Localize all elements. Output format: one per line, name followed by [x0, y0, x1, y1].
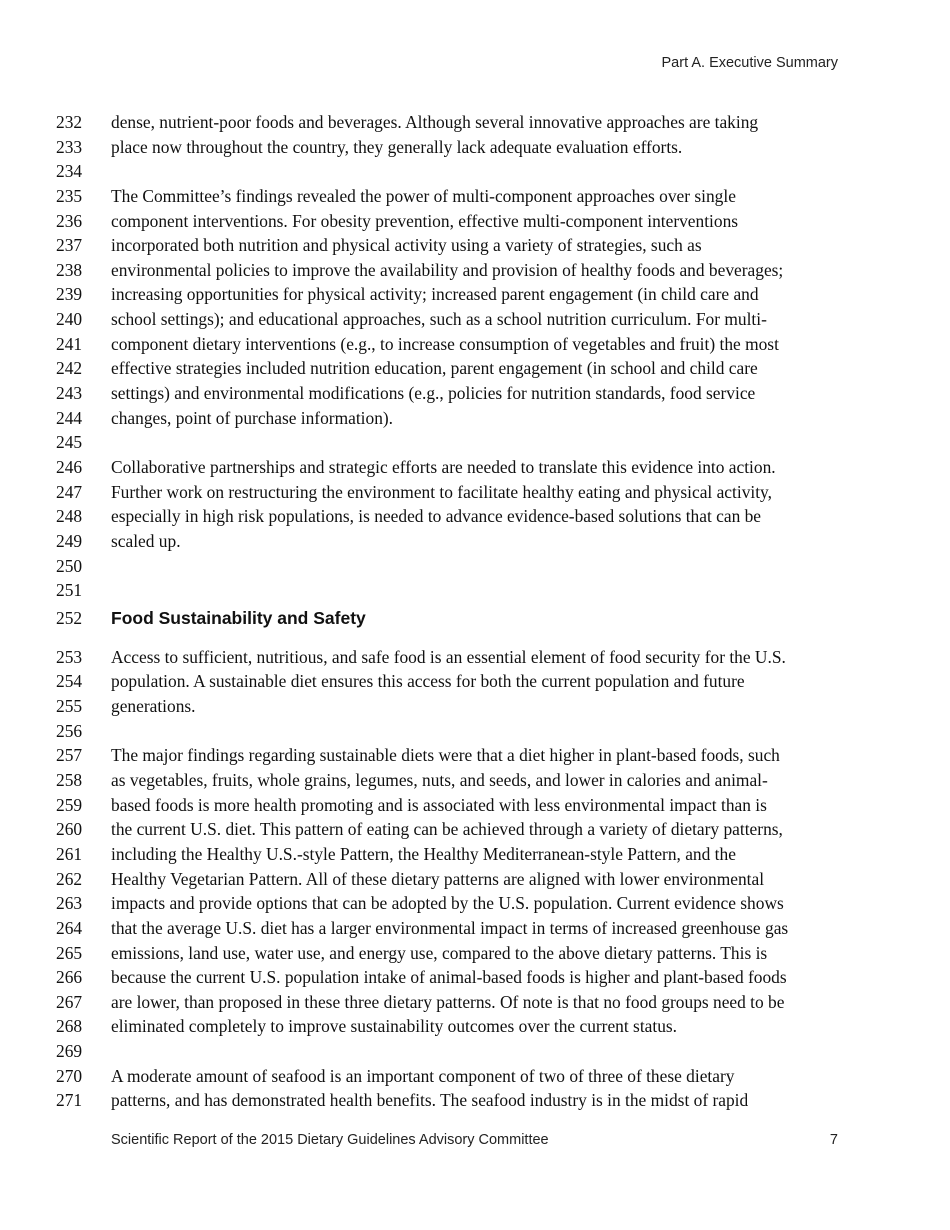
text-line	[0, 1014, 950, 1039]
line-text: the current U.S. diet. This pattern of eating can be achieved through a variety of dietary patterns,	[111, 819, 783, 840]
text-line	[0, 554, 950, 579]
text-line	[0, 719, 950, 744]
line-text: effective strategies included nutrition education, parent engagement (in school and child care	[111, 358, 758, 379]
text-line	[0, 258, 950, 283]
text-line	[0, 110, 950, 135]
line-number: 267	[56, 991, 83, 1012]
text-line	[0, 1088, 950, 1113]
text-line	[0, 817, 950, 842]
line-text: incorporated both nutrition and physical activity using a variety of strategies, such as	[111, 235, 702, 256]
section-heading: Food Sustainability and Safety	[111, 607, 366, 628]
line-number: 236	[56, 210, 83, 231]
line-number: 262	[56, 868, 83, 889]
line-number: 245	[56, 432, 83, 453]
text-line	[0, 455, 950, 480]
line-number: 268	[56, 1016, 83, 1037]
text-line	[0, 743, 950, 768]
document-body	[0, 110, 950, 1113]
line-text: component interventions. For obesity prevention, effective multi-component interventions	[111, 210, 739, 231]
text-line	[0, 891, 950, 916]
line-number: 239	[56, 284, 83, 305]
line-text: because the current U.S. population intake of animal-based foods is higher and plant-based foods	[111, 967, 787, 988]
line-number: 258	[56, 770, 83, 791]
line-text: increasing opportunities for physical activity; increased parent engagement (in child care and	[111, 284, 759, 305]
line-text: The major findings regarding sustainable diets were that a diet higher in plant-based foods, such	[111, 745, 780, 766]
text-line	[0, 406, 950, 431]
footer-title: Scientific Report of the 2015 Dietary Guidelines Advisory Committee	[111, 1132, 549, 1148]
line-number: 246	[56, 456, 83, 477]
text-line	[0, 768, 950, 793]
text-line	[0, 307, 950, 332]
line-text: especially in high risk populations, is needed to advance evidence-based solutions that can be	[111, 506, 762, 527]
text-line	[0, 209, 950, 234]
line-text: changes, point of purchase information).	[111, 407, 394, 428]
line-text: generations.	[111, 696, 196, 717]
line-text: dense, nutrient-poor foods and beverages. Although several innovative approaches are taking	[111, 112, 759, 132]
text-line	[0, 381, 950, 406]
line-number: 248	[56, 506, 83, 527]
text-line	[0, 867, 950, 892]
line-text: are lower, than proposed in these three dietary patterns. Of note is that no food groups need to be	[111, 991, 785, 1012]
line-number: 255	[56, 696, 83, 717]
line-text: including the Healthy U.S.-style Pattern, the Healthy Mediterranean-style Pattern, and the	[111, 843, 736, 864]
line-text: settings) and environmental modifications (e.g., policies for nutrition standards, food service	[111, 383, 756, 404]
line-number: 271	[56, 1090, 83, 1111]
line-text: scaled up.	[111, 530, 181, 551]
line-number: 244	[56, 407, 83, 428]
line-number: 269	[56, 1041, 83, 1062]
text-line	[0, 965, 950, 990]
line-number: 242	[56, 358, 83, 379]
line-text: eliminated completely to improve sustainability outcomes over the current status.	[111, 1016, 678, 1037]
line-number: 234	[56, 161, 83, 182]
line-number: 235	[56, 185, 83, 206]
line-number: 256	[56, 720, 83, 741]
text-line	[0, 233, 950, 258]
line-text: environmental policies to improve the availability and provision of healthy foods and beverages;	[111, 259, 784, 280]
line-text: population. A sustainable diet ensures this access for both the current population and future	[111, 671, 745, 692]
text-line	[0, 332, 950, 357]
line-number: 243	[56, 383, 83, 404]
line-number: 261	[56, 843, 83, 864]
running-footer	[111, 1132, 838, 1148]
text-line	[0, 1064, 950, 1089]
line-text: that the average U.S. diet has a larger environmental impact in terms of increased greenhouse gas	[111, 917, 789, 938]
text-line	[0, 159, 950, 184]
text-line	[0, 990, 950, 1015]
line-number: 263	[56, 893, 83, 914]
line-number: 241	[56, 333, 83, 354]
section-heading-line	[0, 603, 950, 645]
line-number: 254	[56, 671, 83, 692]
line-number: 232	[56, 112, 83, 132]
text-line	[0, 1039, 950, 1064]
line-number: 270	[56, 1065, 83, 1086]
text-line	[0, 694, 950, 719]
line-number: 253	[56, 646, 83, 667]
text-line	[0, 941, 950, 966]
line-number: 257	[56, 745, 83, 766]
line-number: 251	[56, 580, 83, 601]
line-number: 238	[56, 259, 83, 280]
line-number: 266	[56, 967, 83, 988]
line-number: 265	[56, 942, 83, 963]
line-text: emissions, land use, water use, and energy use, compared to the above dietary patterns. This is	[111, 942, 768, 963]
line-text: Healthy Vegetarian Pattern. All of these dietary patterns are aligned with lower environmental	[111, 868, 765, 889]
text-line	[0, 529, 950, 554]
line-text: Access to sufficient, nutritious, and safe food is an essential element of food security for the U.S.	[111, 646, 786, 667]
line-text: place now throughout the country, they generally lack adequate evaluation efforts.	[111, 136, 683, 157]
line-text: based foods is more health promoting and is associated with less environmental impact than is	[111, 794, 767, 815]
text-line	[0, 430, 950, 455]
running-header: Part A. Executive Summary	[661, 55, 838, 71]
text-line	[0, 135, 950, 160]
line-text: as vegetables, fruits, whole grains, legumes, nuts, and seeds, and lower in calories and animal-	[111, 770, 768, 791]
line-number: 252	[56, 607, 83, 628]
line-text: Collaborative partnerships and strategic efforts are needed to translate this evidence into action.	[111, 456, 776, 477]
line-number: 237	[56, 235, 83, 256]
line-number: 264	[56, 917, 83, 938]
line-number: 260	[56, 819, 83, 840]
line-number: 240	[56, 309, 83, 330]
line-text: school settings); and educational approaches, such as a school nutrition curriculum. For multi-	[111, 309, 767, 330]
text-line	[0, 793, 950, 818]
page-number: 7	[829, 1132, 838, 1148]
line-number: 259	[56, 794, 83, 815]
text-line	[0, 356, 950, 381]
text-line	[0, 480, 950, 505]
text-line	[0, 184, 950, 209]
text-line	[0, 504, 950, 529]
text-line	[0, 282, 950, 307]
text-line	[0, 842, 950, 867]
line-number: 233	[56, 136, 83, 157]
text-line	[0, 645, 950, 670]
line-number: 249	[56, 530, 83, 551]
line-text: The Committee’s findings revealed the power of multi-component approaches over single	[111, 185, 736, 206]
line-text: patterns, and has demonstrated health benefits. The seafood industry is in the midst of rapid	[111, 1090, 749, 1111]
line-text: component dietary interventions (e.g., to increase consumption of vegetables and fruit) the most	[111, 333, 779, 354]
line-text: A moderate amount of seafood is an important component of two of three of these dietary	[111, 1065, 735, 1086]
line-number: 247	[56, 481, 83, 502]
text-line	[0, 669, 950, 694]
line-text: Further work on restructuring the environment to facilitate healthy eating and physical activity,	[111, 481, 772, 502]
line-number: 250	[56, 555, 83, 576]
line-text: impacts and provide options that can be adopted by the U.S. population. Current evidence shows	[111, 893, 784, 914]
text-line	[0, 578, 950, 603]
text-line	[0, 916, 950, 941]
